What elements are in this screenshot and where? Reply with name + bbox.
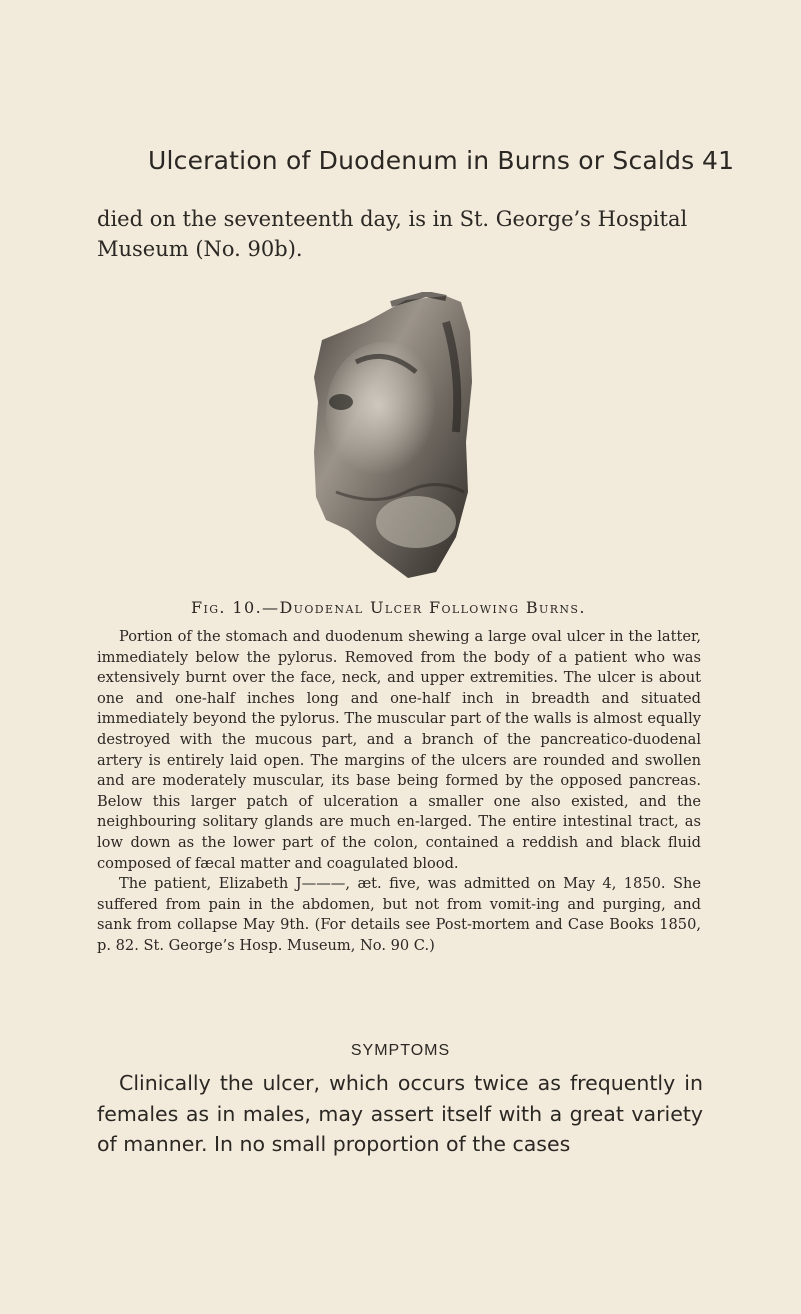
specimen-image [296, 292, 486, 582]
specimen-photograph [296, 292, 486, 582]
description-paragraph-1: Portion of the stomach and duodenum shewing a large oval ulcer in the latter, immediately below the pylorus. Removed from the body of a patient who was extensively burnt over the face, neck, and upper extremities. The ulcer is about one and one-half inches long and one-half inch in breadth and situated immediately beyond the pylorus. The muscular part of the walls is almost equally destroyed with the mucous part, and a branch of the pancreatico-duodenal artery is entirely laid open. The margins of the ulcers are rounded and swollen and are moderately muscular, its base being formed by the opposed pancreas. Below this larger patch of ulceration a smaller one also existed, and the neighbouring solitary glands are much en-larged. The entire intestinal tract, as low down as the lower part of the colon, contained a reddish and black fluid composed of fæcal matter and coagulated blood. [97, 628, 701, 872]
figure-description [97, 627, 701, 957]
lead-paragraph: died on the seventeenth day, is in St. George’s Hospital Museum (No. 90b). [97, 207, 688, 261]
section-heading: SYMPTOMS [350, 1042, 451, 1059]
figure-title: Duodenal Ulcer Following Burns. [279, 598, 586, 617]
body-paragraph: Clinically the ulcer, which occurs twice as frequently in females as in males, may assert itself with a great variety of manner. In no small proportion of the cases [97, 1071, 703, 1156]
description-paragraph-2: The patient, Elizabeth J———, æt. five, was admitted on May 4, 1850. She suffered from pain in the abdomen, but not from vomit-ing and purging, and sank from collapse May 9th. (For details see Post-mortem and Case Books 1850, p. 82. St. George’s Hosp. Museum, No. 90 C.) [97, 875, 701, 954]
page-number: 41 [702, 146, 735, 175]
figure-number: Fig. 10.— [191, 598, 280, 617]
figure-caption [191, 598, 751, 617]
body-text [97, 1068, 703, 1160]
running-head [148, 146, 748, 175]
running-head-title: Ulceration of Duodenum in Burns or Scalds [148, 146, 695, 175]
